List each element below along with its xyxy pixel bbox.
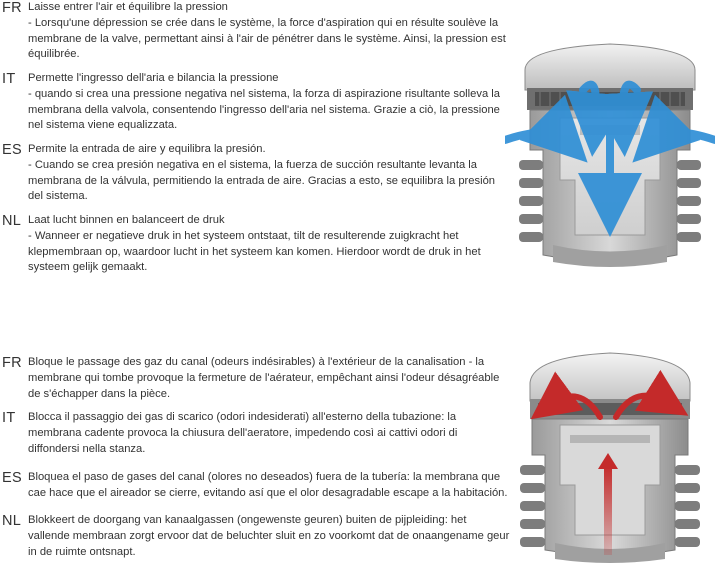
description-body: - Wanneer er negatieve druk in het systeem ontstaat, tilt de resulterende zuigkracht het klepmembraan op, waardoor lucht in het systeem kan komen. Hierdoor wordt de druk in het systeem gelijk gemaakt. xyxy=(28,229,481,274)
description-heading: Permette l'ingresso dell'aria e bilancia la pressione xyxy=(28,72,279,84)
description-text xyxy=(28,71,510,134)
language-code: ES xyxy=(2,142,22,158)
description-text xyxy=(28,213,510,276)
language-code: NL xyxy=(2,213,22,229)
language-code: ES xyxy=(2,470,22,486)
language-code: FR xyxy=(2,0,22,16)
description-body: - Cuando se crea presión negativa en el sistema, la fuerza de succión resultante levanta la membrana de la válvula, permitiendo la entrada de aire. Gracias a esto, se equilibra la presión del sistema. xyxy=(28,158,496,203)
description-heading: Permite la entrada de aire y equilibra la presión. xyxy=(28,143,266,155)
air-admittance-valve-closed-icon xyxy=(510,345,710,565)
description-heading: Laisse entrer l'air et équilibre la pression xyxy=(28,1,228,13)
description-body: Blocca il passaggio dei gas di scarico (odori indesiderati) all'esterno della tubazione: la membrana cadente provoca la chiusura dell'aeratore, impedendo così ai cattivi odori di diffondersi nella stanza. xyxy=(28,411,458,455)
description-text xyxy=(28,470,510,502)
language-code: NL xyxy=(2,513,22,529)
language-code: IT xyxy=(2,410,16,426)
description-body: Bloque le passage des gaz du canal (odeurs indésirables) à l'extérieur de la canalisation - la membrane qui tombe provoque la fermeture de l'aérateur, empêchant ainsi l'odeur désagréable de s'échapper dans la pièce. xyxy=(28,356,500,400)
air-admittance-valve-open-icon xyxy=(505,30,715,270)
description-text xyxy=(28,513,510,560)
description-body: Blokkeert de doorgang van kanaalgassen (ongewenste geuren) buiten de pijpleiding: het vallende membraan zorgt ervoor dat de beluchter sluit en zo voorkomt dat de onaangename geur in de ruimte ontsnapt. xyxy=(28,514,510,558)
description-text xyxy=(28,0,510,63)
language-code: FR xyxy=(2,355,22,371)
description-body: Bloquea el paso de gases del canal (olores no deseados) fuera de la tubería: la membrana que cae hace que el aireador se cierre, evitando así que el olor desagradable escape a la habitación. xyxy=(28,471,508,499)
description-heading: Laat lucht binnen en balanceert de druk xyxy=(28,214,225,226)
description-text xyxy=(28,142,510,205)
language-code: IT xyxy=(2,71,16,87)
description-body: - quando si crea una pressione negativa nel sistema, la forza di aspirazione risultante solleva la membrana della valvola, consentendo l'ingresso dell'aria nel sistema. Grazie a ciò, la pressione nel sistema viene equalizzata. xyxy=(28,87,501,132)
description-text xyxy=(28,410,510,457)
description-body: - Lorsqu'une dépression se crée dans le système, la force d'aspiration qui en résulte soulève la membrane de la valve, permettant ainsi à l'air de pénétrer dans le système. Ainsi, la pression est équilibrée. xyxy=(28,16,506,61)
description-text xyxy=(28,355,510,402)
